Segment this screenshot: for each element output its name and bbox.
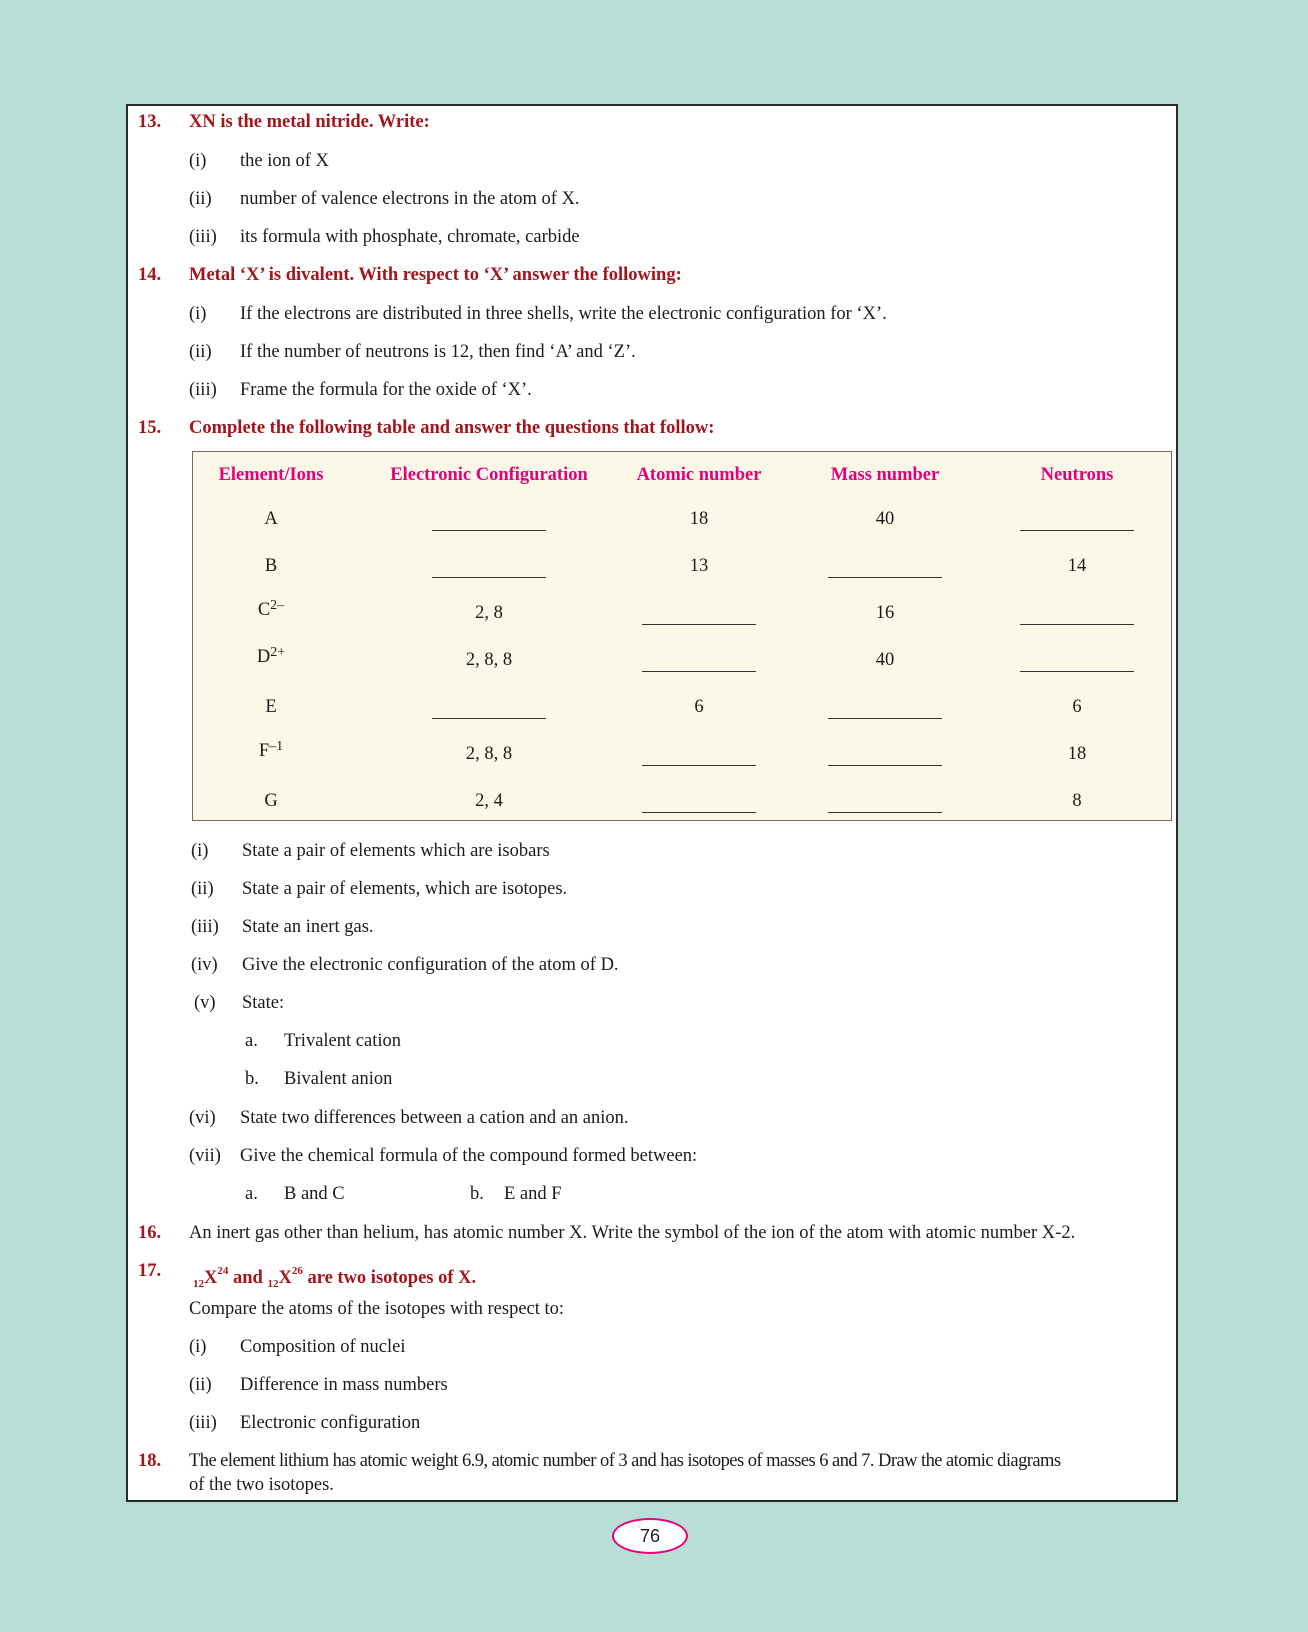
element-symbol: G (264, 791, 278, 811)
q15-item-text: Give the electronic configuration of the atom of D. (242, 955, 619, 975)
q15-item-text: State: (242, 993, 285, 1013)
answer-blank[interactable] (828, 718, 942, 719)
ion-charge: 2+ (270, 645, 286, 660)
q15-item-label: (v) (194, 993, 216, 1013)
answer-blank[interactable] (642, 624, 756, 625)
q15-item-label: (iv) (191, 955, 218, 975)
table-element-cell (259, 739, 283, 762)
element-symbol: E (265, 697, 277, 717)
table-cell-atomic: 18 (689, 509, 709, 529)
answer-blank[interactable] (1020, 624, 1134, 625)
q14-item-text: If the number of neutrons is 12, then find ‘A’ and ‘Z’. (240, 342, 636, 362)
q15-item-label: (i) (191, 841, 209, 861)
element-symbol: D (256, 647, 271, 667)
table-header: Electronic Configuration (390, 465, 588, 485)
question-16-number: 16. (138, 1223, 162, 1243)
table-cell-config: 2, 8, 8 (465, 650, 513, 670)
table-element-cell (265, 556, 277, 577)
question-17-intro: Compare the atoms of the isotopes with respect to: (189, 1299, 565, 1319)
question-16-text: An inert gas other than helium, has atomic number X. Write the symbol of the ion of the atom with atomic number X-2. (189, 1223, 1076, 1243)
q15-item-text: State a pair of elements, which are isotopes. (242, 879, 568, 899)
table-cell-neutrons: 8 (1072, 791, 1082, 811)
table-element-cell (264, 791, 277, 812)
q13-item-text: the ion of X (240, 151, 329, 171)
answer-blank[interactable] (1020, 530, 1134, 531)
question-18-number: 18. (138, 1451, 162, 1471)
q15-item-text: Give the chemical formula of the compound formed between: (240, 1146, 698, 1166)
iso1-symbol: X (204, 1268, 218, 1288)
question-14-number: 14. (138, 265, 162, 285)
table-cell-config: 2, 8, 8 (465, 744, 513, 764)
q15-item-text: State two differences between a cation and an anion. (240, 1108, 629, 1128)
answer-blank[interactable] (1020, 671, 1134, 672)
q15-item-label: (vi) (189, 1108, 216, 1128)
table-element-cell (264, 509, 277, 530)
q15-subitem-label: b. (245, 1069, 259, 1089)
q14-item-label: (ii) (189, 342, 212, 362)
q14-item-label: (i) (189, 304, 207, 324)
answer-blank[interactable] (432, 577, 546, 578)
table-cell-neutrons: 14 (1067, 556, 1087, 576)
question-13-text: XN is the metal nitride. Write: (189, 112, 430, 132)
table-header: Atomic number (636, 465, 762, 485)
question-17-rest: are two isotopes of X. (307, 1268, 477, 1288)
table-element-cell (257, 645, 285, 668)
question-18-line-1: The element lithium has atomic weight 6.9, atomic number of 3 and has isotopes of masses 6 and 7. Draw the atomic diagrams (189, 1451, 1061, 1471)
table-element-cell (265, 697, 276, 718)
answer-blank[interactable] (642, 812, 756, 813)
q14-item-text: Frame the formula for the oxide of ‘X’. (240, 380, 532, 400)
table-cell-mass: 16 (875, 603, 895, 623)
q17-item-text: Electronic configuration (240, 1413, 421, 1433)
iso1-mass-number: 24 (217, 1265, 229, 1277)
table-element-cell (258, 598, 284, 621)
element-symbol: C (257, 600, 271, 620)
table-cell-atomic: 6 (694, 697, 704, 717)
question-17-text (193, 1260, 476, 1295)
q13-item-label: (ii) (189, 189, 212, 209)
q17-item-label: (ii) (189, 1375, 212, 1395)
answer-blank[interactable] (828, 765, 942, 766)
table-header: Mass number (830, 465, 940, 485)
ion-charge: –1 (269, 739, 284, 754)
answer-blank[interactable] (828, 812, 942, 813)
answer-blank[interactable] (828, 577, 942, 578)
question-18-line-2: of the two isotopes. (189, 1475, 334, 1495)
q17-item-text: Difference in mass numbers (240, 1375, 448, 1395)
q15-item-label: (vii) (189, 1146, 221, 1166)
q13-item-label: (i) (189, 151, 207, 171)
iso2-mass-number: 26 (291, 1265, 303, 1277)
q14-item-text: If the electrons are distributed in three shells, write the electronic configuration for ‘X’. (240, 304, 887, 324)
q13-item-label: (iii) (189, 227, 217, 247)
question-14-text: Metal ‘X’ is divalent. With respect to ‘X’ answer the following: (189, 265, 682, 285)
table-cell-neutrons: 18 (1067, 744, 1087, 764)
q15-item-text: State an inert gas. (242, 917, 374, 937)
q17-item-text: Composition of nuclei (240, 1337, 406, 1357)
q15-vii-option-label: a. (245, 1184, 258, 1204)
answer-blank[interactable] (432, 718, 546, 719)
q15-subitem-label: a. (245, 1031, 258, 1051)
iso1-atomic-number: 12 (193, 1278, 204, 1290)
table-cell-mass: 40 (875, 650, 895, 670)
q15-vii-option-text: E and F (504, 1184, 562, 1204)
q15-vii-option-label: b. (470, 1184, 484, 1204)
table-header: Neutrons (1040, 465, 1114, 485)
element-symbol: B (264, 556, 278, 576)
q17-item-label: (i) (189, 1337, 207, 1357)
element-symbol: A (264, 509, 278, 529)
table-cell-config: 2, 4 (475, 791, 503, 811)
q15-item-text: State a pair of elements which are isobars (242, 841, 550, 861)
q15-subitem-text: Trivalent cation (284, 1031, 401, 1051)
table-cell-atomic: 13 (689, 556, 709, 576)
q15-item-label: (ii) (191, 879, 214, 899)
question-15-number: 15. (138, 418, 162, 438)
iso2-atomic-number: 12 (267, 1278, 279, 1290)
q14-item-label: (iii) (189, 380, 217, 400)
element-table (192, 451, 1172, 821)
q17-item-label: (iii) (189, 1413, 217, 1433)
answer-blank[interactable] (642, 765, 756, 766)
q13-item-text: number of valence electrons in the atom of X. (240, 189, 580, 209)
q15-subitem-text: Bivalent anion (284, 1069, 393, 1089)
table-cell-mass: 40 (875, 509, 895, 529)
table-cell-config: 2, 8 (475, 603, 503, 623)
question-17-number: 17. (138, 1261, 162, 1281)
question-15-text: Complete the following table and answer the questions that follow: (189, 418, 715, 438)
element-symbol: F (258, 741, 270, 761)
q15-item-label: (iii) (191, 917, 219, 937)
q13-item-text: its formula with phosphate, chromate, carbide (240, 227, 580, 247)
page-number: 76 (612, 1518, 688, 1554)
answer-blank[interactable] (432, 530, 546, 531)
and-word: and (233, 1268, 263, 1288)
table-cell-neutrons: 6 (1072, 697, 1082, 717)
table-header: Element/Ions (218, 465, 324, 485)
iso2-symbol: X (278, 1268, 292, 1288)
question-13-number: 13. (138, 112, 162, 132)
ion-charge: 2– (270, 598, 285, 613)
answer-blank[interactable] (642, 671, 756, 672)
q15-vii-option-text: B and C (284, 1184, 345, 1204)
